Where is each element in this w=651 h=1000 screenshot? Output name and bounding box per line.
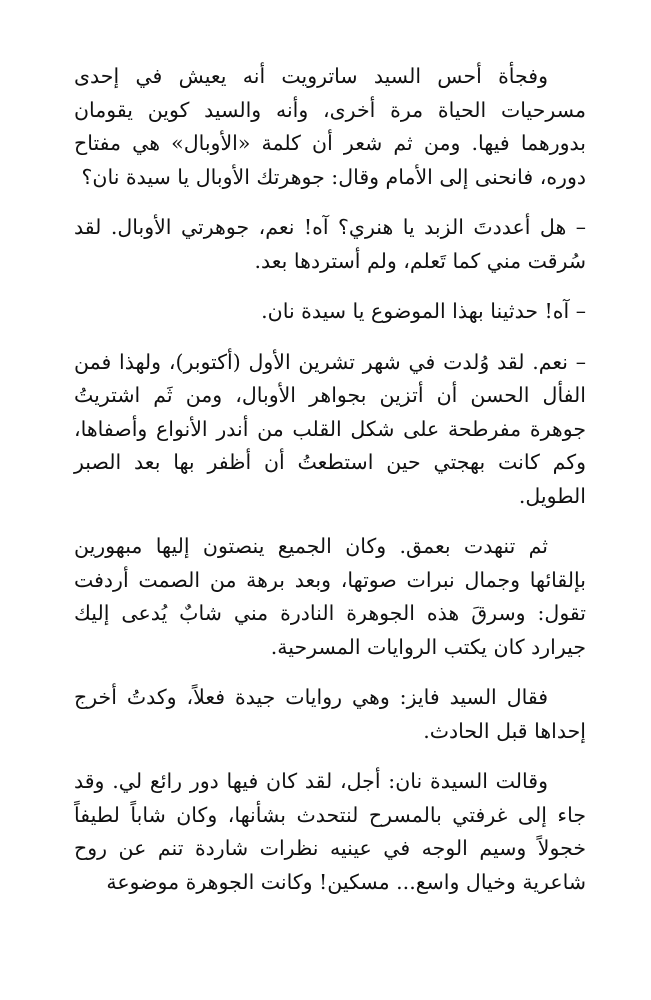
paragraph-4: – نعم. لقد وُلدت في شهر تشرين الأول (أكتوبر)، ولهذا فمن الفأل الحسن أن أتزين بجواهر الأوبال، ومن ثَم اشتريتُ جوهرة مفرطحة على شكل القلب من أندر الأنواع وأصفاها، وكم كانت بهجتي حين استطعتُ أن أظفر بها بعد الصبر الطويل. (74, 349, 586, 508)
paragraph-1: وفجأة أحس السيد ساترويت أنه يعيش في إحدى مسرحيات الحياة مرة أخرى، وأنه والسيد كوين يقومان بدورهما فيها. ومن ثم شعر أن كلمة «الأوبال» هي مفتاح دوره، فانحنى إلى الأمام وقال: جوهرتك الأوبال يا سيدة نان؟ (74, 64, 586, 189)
paragraph-2: – هل أعددتَ الزبد يا هنري؟ آه! نعم، جوهرتي الأوبال. لقد سُرقت مني كما تَعلم، ولم أستردها بعد. (74, 215, 586, 273)
paragraph-7: وقالت السيدة نان: أجل، لقد كان فيها دور رائع لي. وقد جاء إلى غرفتي بالمسرح لنتحدث بشأنها، وكان شاباً لطيفاً خجولاً وسيم الوجه في عينيه نظرات شاردة تنم عن روح شاعرية وخيال واسع... مسكين! وكانت الجوهرة موضوعة (74, 769, 586, 894)
paragraph-5: ثم تنهدت بعمق. وكان الجميع ينصتون إليها مبهورين بإلقائها وجمال نبرات صوتها، وبعد برهة من الصمت أردفت تقول: وسرقَ هذه الجوهرة النادرة مني شابٌ يُدعى إليك جيرارد كان يكتب الروايات المسرحية. (74, 534, 586, 659)
text-column (74, 60, 586, 916)
paragraph-6: فقال السيد فايز: وهي روايات جيدة فعلاً، وكدتُ أخرج إحداها قبل الحادث. (74, 685, 586, 743)
paragraph-3: – آه! حدثينا بهذا الموضوع يا سيدة نان. (261, 299, 586, 323)
